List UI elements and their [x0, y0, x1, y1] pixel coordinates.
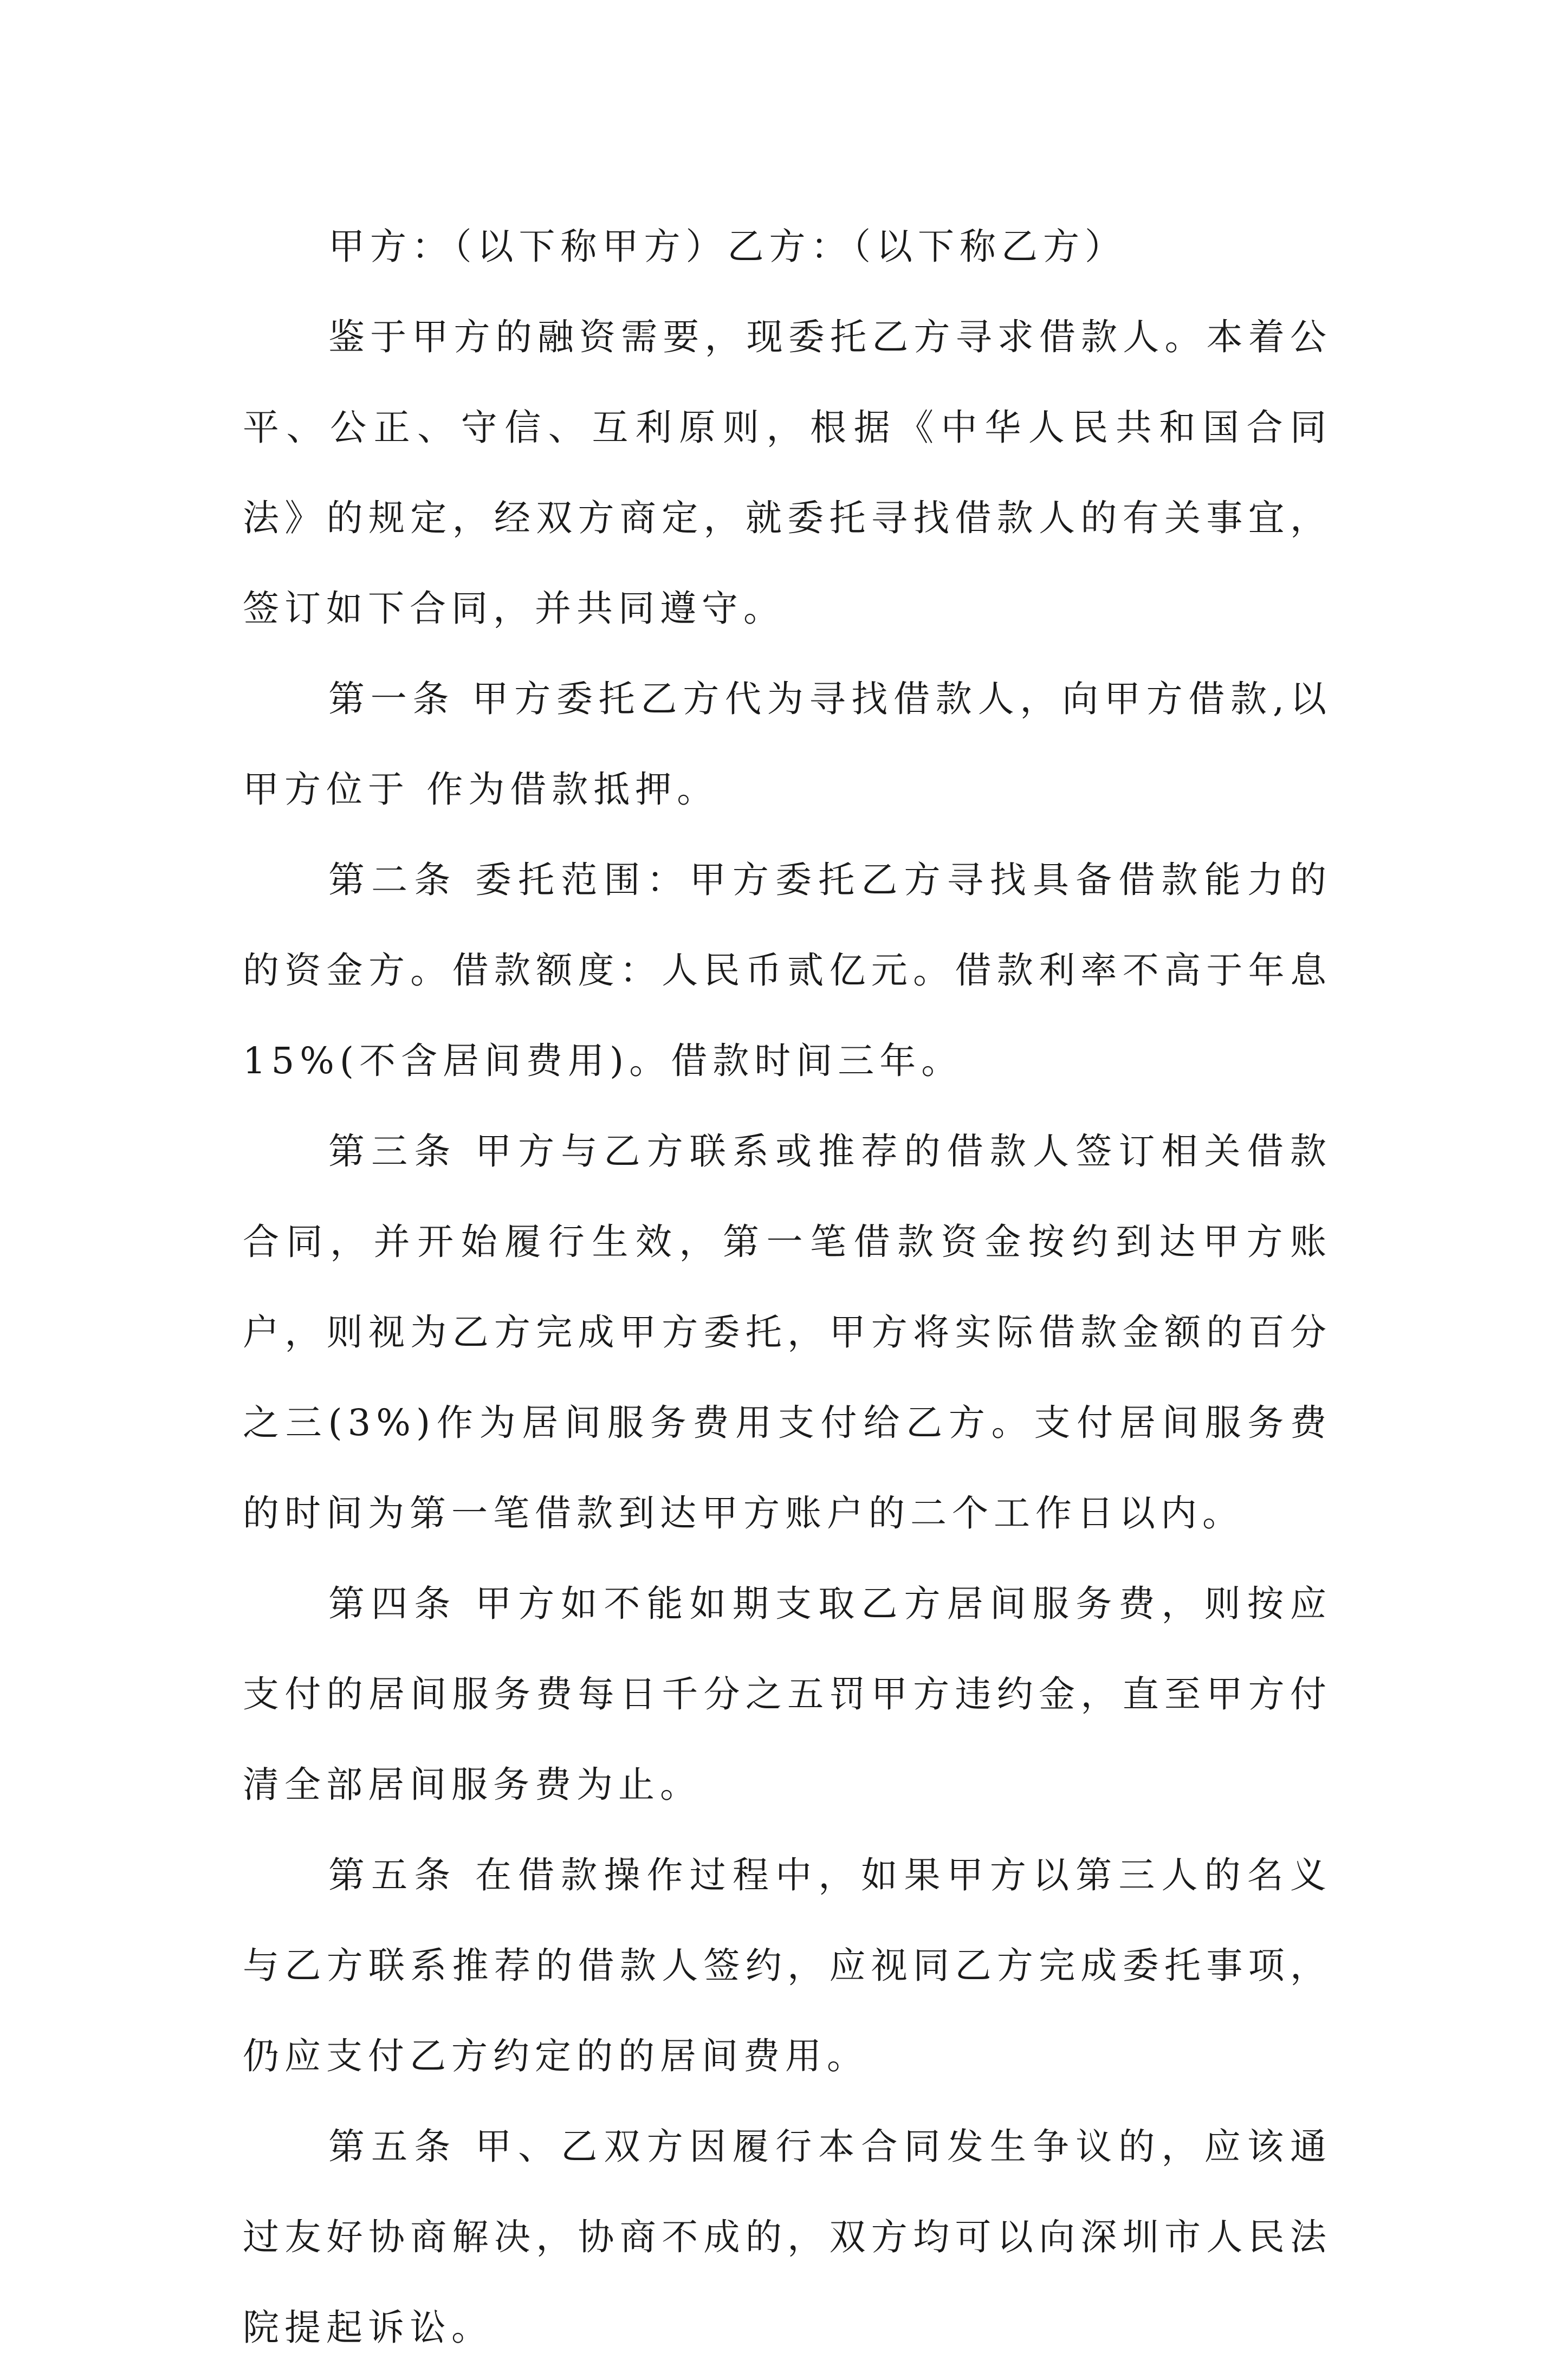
document-page — [243, 0, 1332, 2349]
article-5-dispute-paragraph: 第五条 甲、乙双方因履行本合同发生争议的，应该通过友好协商解决，协商不成的，双方均可以向深圳市人民法院提起诉讼。 — [243, 2125, 1332, 2349]
party-line: 甲方：（以下称甲方）乙方：（以下称乙方） — [328, 225, 1126, 268]
article-4-paragraph: 第四条 甲方如不能如期支取乙方居间服务费，则按应支付的居间服务费每日千分之五罚甲方违约金，直至甲方付清全部居间服务费为止。 — [243, 1583, 1332, 1806]
preamble-paragraph: 鉴于甲方的融资需要，现委托乙方寻求借款人。本着公平、公正、守信、互利原则，根据《中华人民共和国合同法》的规定，经双方商定，就委托寻找借款人的有关事宜，签订如下合同，并共同遵守。 — [243, 316, 1332, 630]
article-2-paragraph: 第二条 委托范围：甲方委托乙方寻找具备借款能力的的资金方。借款额度：人民币贰亿元。借款利率不高于年息15%(不含居间费用)。借款时间三年。 — [243, 859, 1332, 1082]
article-1-paragraph: 第一条 甲方委托乙方代为寻找借款人，向甲方借款,以甲方位于 作为借款抵押。 — [243, 678, 1332, 811]
article-3-paragraph: 第三条 甲方与乙方联系或推荐的借款人签订相关借款合同，并开始履行生效，第一笔借款资金按约到达甲方账户，则视为乙方完成甲方委托，甲方将实际借款金额的百分之三(3%)作为居间服务费用支付给乙方。支付居间服务费的时间为第一笔借款到达甲方账户的二个工作日以内。 — [243, 1130, 1332, 1534]
article-5-paragraph: 第五条 在借款操作过程中，如果甲方以第三人的名义与乙方联系推荐的借款人签约，应视同乙方完成委托事项，仍应支付乙方约定的的居间费用。 — [243, 1854, 1332, 2077]
